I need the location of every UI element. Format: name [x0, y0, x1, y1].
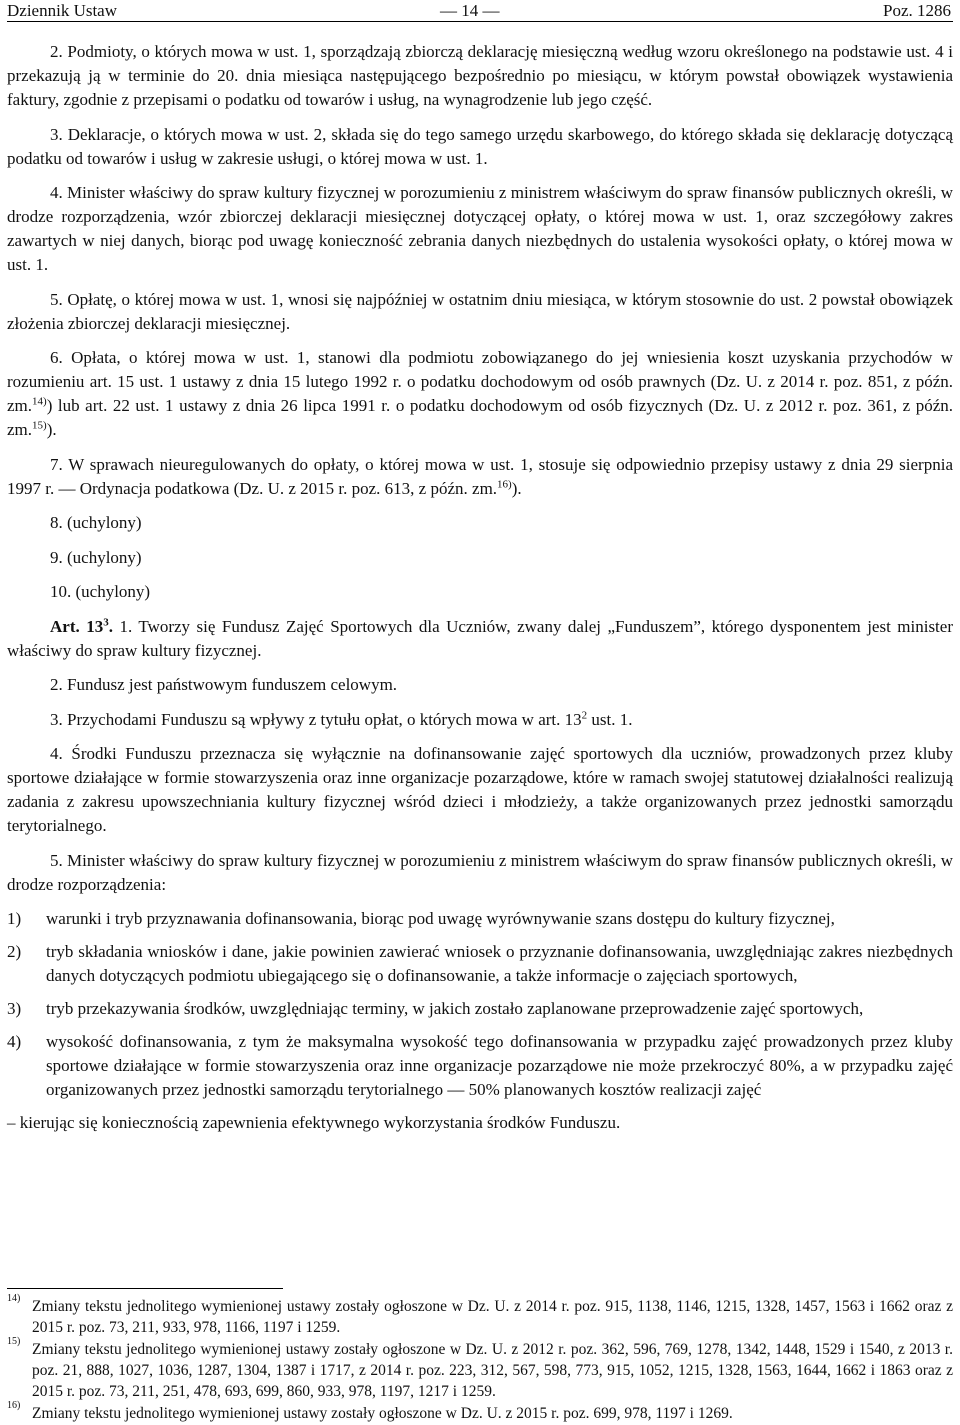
paragraph-9: 9. (uchylony): [50, 547, 142, 567]
article-13-3: Art. $13^3$. 1. Tworzy się Fundusz Zajęć Sportowych dla Uczniów, zwany dalej „Funduszem”, którego dysponentem jest minister właściwy do spraw kultury fizycznej.: [7, 615, 953, 660]
header-divider: [7, 21, 953, 22]
list-item: 2) tryb składania wniosków i dane, jakie powinien zawierać wniosek o przyznanie dofinansowania, uwzględniając zakres niezbędnych danych dotyczących podmiotu ubiegającego się o dofinansowanie, a także informacje o zajęciach sportowych,: [7, 942, 953, 985]
paragraph-6: 6. Opłata, o której mowa w ust. 1, stanowi dla podmiotu zobowiązanego do jej wniesienia koszt uzyskania przychodów w rozumieniu art. 15 ust. 1 ustawy z dnia 15 lutego 1992 r. o podatku dochodowym od osób prawnych (Dz. U. z 2014 r. poz. 851, z późn. zm.$^{14)}$) lub art. 22 ust. 1 ustawy z dnia 26 lipca 1991 r. o podatku dochodowym od osób fizycznych (Dz. U. z 2012 r. poz. 361, z późn. zm.$^{15)}$).: [7, 348, 953, 439]
list-item: 1) warunki i tryb przyznawania dofinansowania, biorąc pod uwagę wyrównywanie szans dostępu do kultury fizycznej,: [7, 909, 835, 928]
article-paragraph-5: 5. Minister właściwy do spraw kultury fizycznej w porozumieniu z ministrem właściwym do spraw finansów publicznych określi, w drodze rozporządzenia:: [7, 850, 953, 894]
position-number: Poz. 1286: [883, 1, 951, 20]
paragraph-8: 8. (uchylony): [50, 513, 142, 532]
article-label: Art. $13^3$.: [50, 615, 113, 636]
document-body: [7, 40, 953, 1146]
list-item: 4) wysokość dofinansowania, z tym że maksymalna wysokość tego dofinansowania w przypadku zajęć prowadzonych przez kluby sportowe działające w formie stowarzyszenia oraz inne organizacje pozarządowe nie może przekroczyć 80%, a w przypadku zajęć organizowanych przez jednostki samorządu terytorialnego — 50% planowanych kosztów realizacji zajęć: [7, 1032, 953, 1099]
paragraph-2: 2. Podmioty, o których mowa w ust. 1, sporządzają zbiorczą deklarację miesięczną według wzoru określonego na podstawie ust. 4 i przekazują ją w terminie do 20. dnia miesiąca następującego bezpośrednio po miesiącu, w którym powstał obowiązek wystawienia faktury, zgodnie z przepisami o podatku od towarów i usług, na wynagrodzenie lub jego część.: [7, 42, 953, 109]
paragraph-10: 10. (uchylony): [50, 582, 151, 601]
paragraph-4: 4. Minister właściwy do spraw kultury fizycznej w porozumieniu z ministrem właściwym do spraw finansów publicznych określi, w drodze rozporządzenia, wzór zbiorczej deklaracji miesięcznej dotyczącej opłaty, o której mowa w ust. 1, oraz szczegółowy zakres zawartych w niej danych, biorąc pod uwagę konieczność zebrania danych niezbędnych do ustalenia wysokości opłaty, o której mowa w ust. 1.: [7, 183, 953, 274]
article-paragraph-4: 4. Środki Funduszu przeznacza się wyłącznie na dofinansowanie zajęć sportowych dla uczniów, prowadzonych przez kluby sportowe działające w formie stowarzyszenia oraz inne organizacje pozarządowe, które w ramach swojej statutowej działalności realizują zadania z zakresu upowszechniania kultury fizycznej wśród dzieci i młodzieży, a także organizowanych przez jednostki samorządu terytorialnego.: [7, 744, 953, 835]
closing-clause: – kierując się koniecznością zapewnienia efektywnego wykorzystania środków Funduszu.: [7, 1113, 621, 1132]
footnote-15: 15) Zmiany tekstu jednolitego wymienionej ustawy zostały ogłoszone w Dz. U. z 2012 r. poz. 362, 596, 769, 1278, 1342, 1448, 1529 i 1540, z 2013 r. poz. 21, 888, 1027, 1036, 1287, 1304, 1387 i 1717, z 2014 r. poz. 223, 312, 567, 598, 773, 915, 1052, 1215, 1328, 1563, 1644, 1662 i 1863 oraz z 2015 r. poz. 73, 211, 251, 478, 693, 699, 860, 933, 978, 1197, 1217 i 1259.: [7, 1336, 953, 1400]
footnotes: [7, 1293, 953, 1425]
page-header: [0, 0, 960, 22]
paragraph-3: 3. Deklaracje, o których mowa w ust. 2, składa się do tego samego urzędu skarbowego, do którego składa się deklarację dotyczącą podatku od towarów i usług w zakresie usługi, o której mowa w ust. 1.: [7, 124, 953, 168]
footnote-16: 16) Zmiany tekstu jednolitego wymienionej ustawy zostały ogłoszone w Dz. U. z 2015 r. poz. 699, 978, 1197 i 1269.: [7, 1400, 733, 1422]
list-item: 3) tryb przekazywania środków, uwzględniając terminy, w jakich zostało zaplanowane przeprowadzenie zajęć sportowych,: [7, 999, 864, 1018]
page-number: — 14 —: [440, 1, 500, 20]
footnote-separator: [7, 1288, 283, 1289]
journal-title: Dziennik Ustaw: [7, 1, 118, 20]
paragraph-5: 5. Opłatę, o której mowa w ust. 1, wnosi się najpóźniej w ostatnim dniu miesiąca, w którym stosownie do ust. 2 powstał obowiązek złożenia zbiorczej deklaracji miesięcznej.: [7, 289, 953, 333]
footnote-ref-15[interactable]: 15): [32, 419, 47, 432]
article-paragraph-2: 2. Fundusz jest państwowym funduszem celowym.: [50, 675, 398, 694]
paragraph-7: 7. W sprawach nieuregulowanych do opłaty, o której mowa w ust. 1, stosuje się odpowiednio przepisy ustawy z dnia 29 sierpnia 1997 r. — Ordynacja podatkowa (Dz. U. z 2015 r. poz. 613, z późn. zm.$^{16)}$).: [7, 454, 953, 498]
footnote-ref-14[interactable]: 14): [32, 395, 47, 408]
footnote-ref-16[interactable]: 16): [497, 477, 512, 490]
footnote-14: 14) Zmiany tekstu jednolitego wymienionej ustawy zostały ogłoszone w Dz. U. z 2014 r. poz. 915, 1138, 1146, 1215, 1328, 1457, 1563 i 1662 oraz z 2015 r. poz. 73, 211, 933, 978, 1166, 1197 i 1259.: [7, 1293, 953, 1336]
article-paragraph-3: 3. Przychodami Funduszu są wpływy z tytułu opłat, o których mowa w art. $13^2$ ust. 1.: [50, 708, 633, 729]
